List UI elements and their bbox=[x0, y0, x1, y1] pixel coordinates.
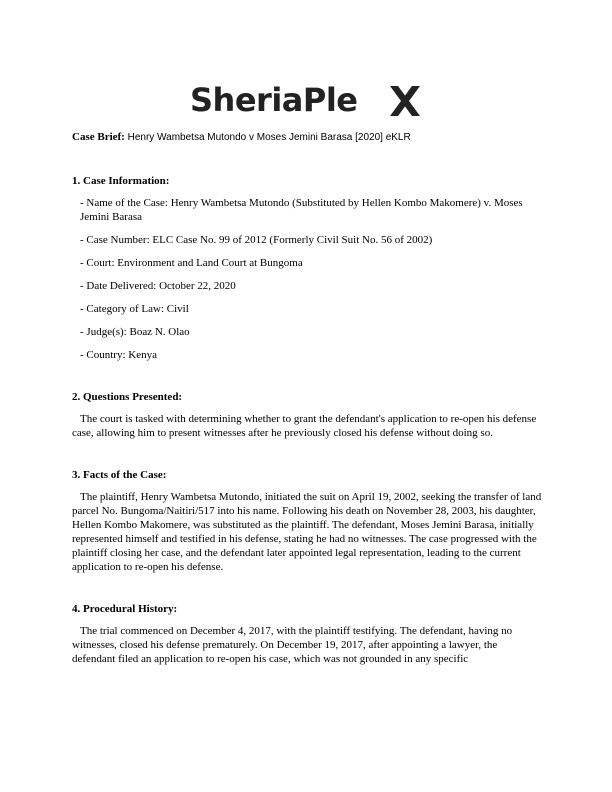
section-heading: 2. Questions Presented: bbox=[72, 391, 183, 403]
logo-wordmark: SheriaPle bbox=[190, 81, 358, 119]
section-procedural-history bbox=[72, 602, 542, 666]
x-mark-icon bbox=[388, 84, 422, 118]
document-body bbox=[72, 174, 542, 694]
court-item: - Court: Environment and Land Court at Bungoma bbox=[80, 257, 303, 269]
date-delivered-item: - Date Delivered: October 22, 2020 bbox=[80, 280, 236, 292]
section-paragraph: The court is tasked with determining whether to grant the defendant's application to re-open his defense case, allowing him to present witnesses after he previously closed his defense without doing so. bbox=[72, 413, 537, 439]
case-number-item: - Case Number: ELC Case No. 99 of 2012 (Formerly Civil Suit No. 56 of 2002) bbox=[80, 234, 433, 246]
section-heading: 4. Procedural History: bbox=[72, 603, 178, 615]
section-paragraph: The plaintiff, Henry Wambetsa Mutondo, initiated the suit on April 19, 2002, seeking the transfer of land parcel No. Bungoma/Naitiri/517 into his name. Following his death on November 28, 2003, his daughter, Hellen Kombo Makomere, was substituted as the plaintiff. The defendant, Moses Jemini Barasa, initially represented himself and testified in his defense, stating he had no witnesses. The case progressed with the plaintiff closing her case, and the defendant later appointed legal representation, leading to the current application to re-open his defense. bbox=[72, 491, 542, 573]
country-item: - Country: Kenya bbox=[80, 349, 157, 361]
section-heading: 1. Case Information: bbox=[72, 175, 170, 187]
section-paragraph: The trial commenced on December 4, 2017, with the plaintiff testifying. The defendant, having no witnesses, closed his defense prematurely. On December 19, 2017, after appointing a lawyer, the defendant filed an application to re-open his case, which was not grounded in any specific bbox=[72, 625, 513, 665]
case-brief-label: Case Brief: bbox=[72, 131, 125, 143]
section-facts bbox=[72, 468, 542, 574]
sheriaplex-logo bbox=[0, 80, 612, 120]
case-name-item: - Name of the Case: Henry Wambetsa Mutondo (Substituted by Hellen Kombo Makomere) v. Moses Jemini Barasa bbox=[80, 197, 523, 223]
section-questions-presented bbox=[72, 390, 542, 440]
section-heading: 3. Facts of the Case: bbox=[72, 469, 167, 481]
section-case-information bbox=[72, 174, 542, 362]
category-item: - Category of Law: Civil bbox=[80, 303, 189, 315]
case-brief-title: Henry Wambetsa Mutondo v Moses Jemini Barasa [2020] eKLR bbox=[127, 132, 411, 143]
judge-item: - Judge(s): Boaz N. Olao bbox=[80, 326, 190, 338]
case-brief-line bbox=[72, 131, 411, 144]
